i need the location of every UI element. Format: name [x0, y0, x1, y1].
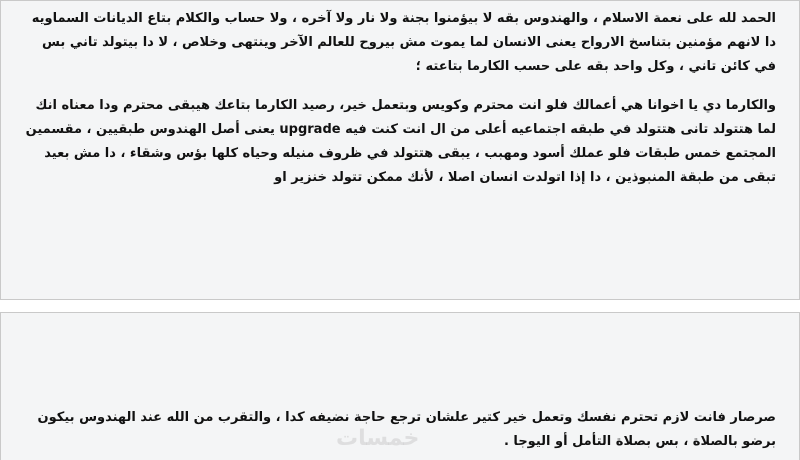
text-card-bottom: [0, 312, 800, 460]
site-watermark-logo: خمسات: [336, 426, 420, 451]
paragraph-1: الحمد لله على نعمة الاسلام ، والهندوس بقه لا بيؤمنوا بجنة ولا نار ولا آخره ، ولا حساب والكلام بتاع الديانات السماويه دا لانهم مؤمنين بتناسخ الارواح يعنى الانسان لما يموت مش بيروح للعالم الآخر وينتهى وخلاص ، لا دا بيتولد تاني بس في كائن تاني ، وكل واحد بقه على حسب الكارما بتاعته ؛: [31, 11, 776, 74]
paragraph-3: صرصار فانت لازم تحترم نفسك وتعمل خير كتير علشان ترجع حاجة نضيفه كدا ، والتقرب من الله عند الهندوس بيكون برضو بالصلاة ، بس بصلاة التأمل أو اليوجا .: [37, 410, 776, 449]
paragraph-2: والكارما دي يا اخوانا هي أعمالك فلو انت محترم وكويس وبتعمل خير، رصيد الكارما بتاعك هيبقى محترم ودا معناه انك لما هتتولد تانى هتتولد في طبقه اجتماعيه أعلى من ال انت كنت فيه upgrade يعنى أصل الهندوس طبقيين ، مقسمين المجتمع خمس طبقات فلو عملك أسود ومهبب ، يبقى هتتولد في ظروف منيله وحياه كلها بؤس وشقاء ، دا مش بعيد تبقى من طبقة المنبوذين ، دا إذا اتولدت انسان اصلا ، لأنك ممكن تتولد خنزير او: [25, 98, 776, 185]
